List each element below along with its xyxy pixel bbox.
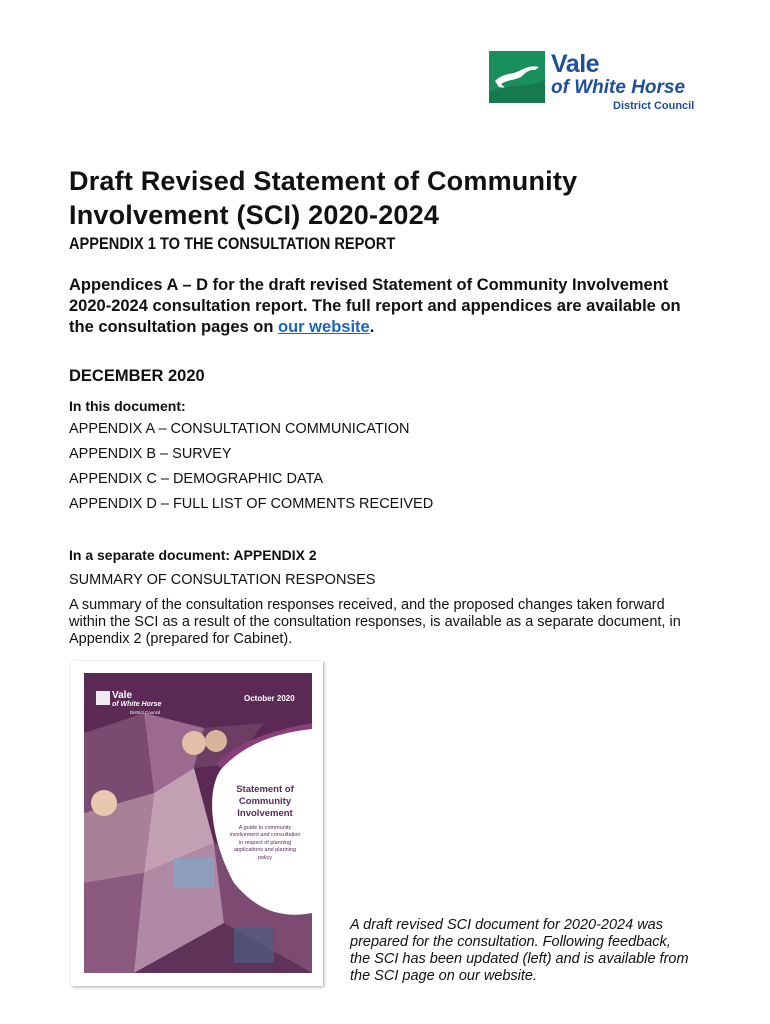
cover-title: Statement of Community Involvement bbox=[236, 784, 294, 819]
intro-text-end: . bbox=[369, 318, 375, 336]
cover-page bbox=[84, 673, 312, 973]
appendix-heading: APPENDIX 1 TO THE CONSULTATION REPORT bbox=[69, 234, 396, 253]
cover-artwork bbox=[84, 673, 312, 973]
cover-date: October 2020 bbox=[244, 694, 295, 703]
white-horse-icon bbox=[489, 51, 545, 103]
list-item: APPENDIX C – DEMOGRAPHIC DATA bbox=[69, 471, 324, 487]
cover-logo-district-council: District Council bbox=[130, 710, 161, 715]
summary-heading: SUMMARY OF CONSULTATION RESPONSES bbox=[69, 572, 376, 588]
list-item: APPENDIX B – SURVEY bbox=[69, 446, 232, 462]
separate-document-label: In a separate document: APPENDIX 2 bbox=[69, 547, 317, 563]
document-title: Draft Revised Statement of Community Involvement (SCI) 2020-2024 bbox=[69, 166, 578, 230]
cover-caption: A draft revised SCI document for 2020-2024 was prepared for the consultation. Following feedback, the SCI has been updated (left) and is available from the SCI page on our website. bbox=[350, 917, 689, 984]
list-item: APPENDIX D – FULL LIST OF COMMENTS RECEIVED bbox=[69, 496, 434, 512]
council-logo bbox=[489, 49, 704, 115]
appendix-list bbox=[69, 420, 433, 520]
intro-paragraph bbox=[69, 275, 709, 338]
list-item: APPENDIX A – CONSULTATION COMMUNICATION bbox=[69, 421, 410, 437]
in-this-document-label: In this document: bbox=[69, 398, 186, 414]
cover-horse-icon bbox=[96, 691, 110, 705]
logo-text-white-horse: of White Horse bbox=[551, 77, 686, 98]
website-link[interactable]: our website bbox=[278, 318, 370, 336]
summary-paragraph: A summary of the consultation responses received, and the proposed changes taken forward within the SCI as a result of the consultation responses, is available as a separate document, in Appendix 2 (prepared for Cabinet). bbox=[69, 597, 681, 647]
logo-text-vale: Vale bbox=[551, 50, 600, 78]
report-date: DECEMBER 2020 bbox=[69, 367, 205, 385]
intro-text: Appendices A – D for the draft revised Statement of Community Involvement 2020-2024 consultation report. The full report and appendices are available on the consultation pages on bbox=[69, 276, 681, 336]
sci-cover-image bbox=[71, 661, 323, 986]
cover-logo-vale: Vale bbox=[112, 690, 133, 701]
logo-text-district-council: District Council bbox=[613, 100, 695, 112]
cover-logo-white-horse: of White Horse bbox=[112, 701, 162, 708]
cover-subtitle: A guide to community involvement and consultation in respect of planning applications and planning policy bbox=[229, 825, 301, 861]
